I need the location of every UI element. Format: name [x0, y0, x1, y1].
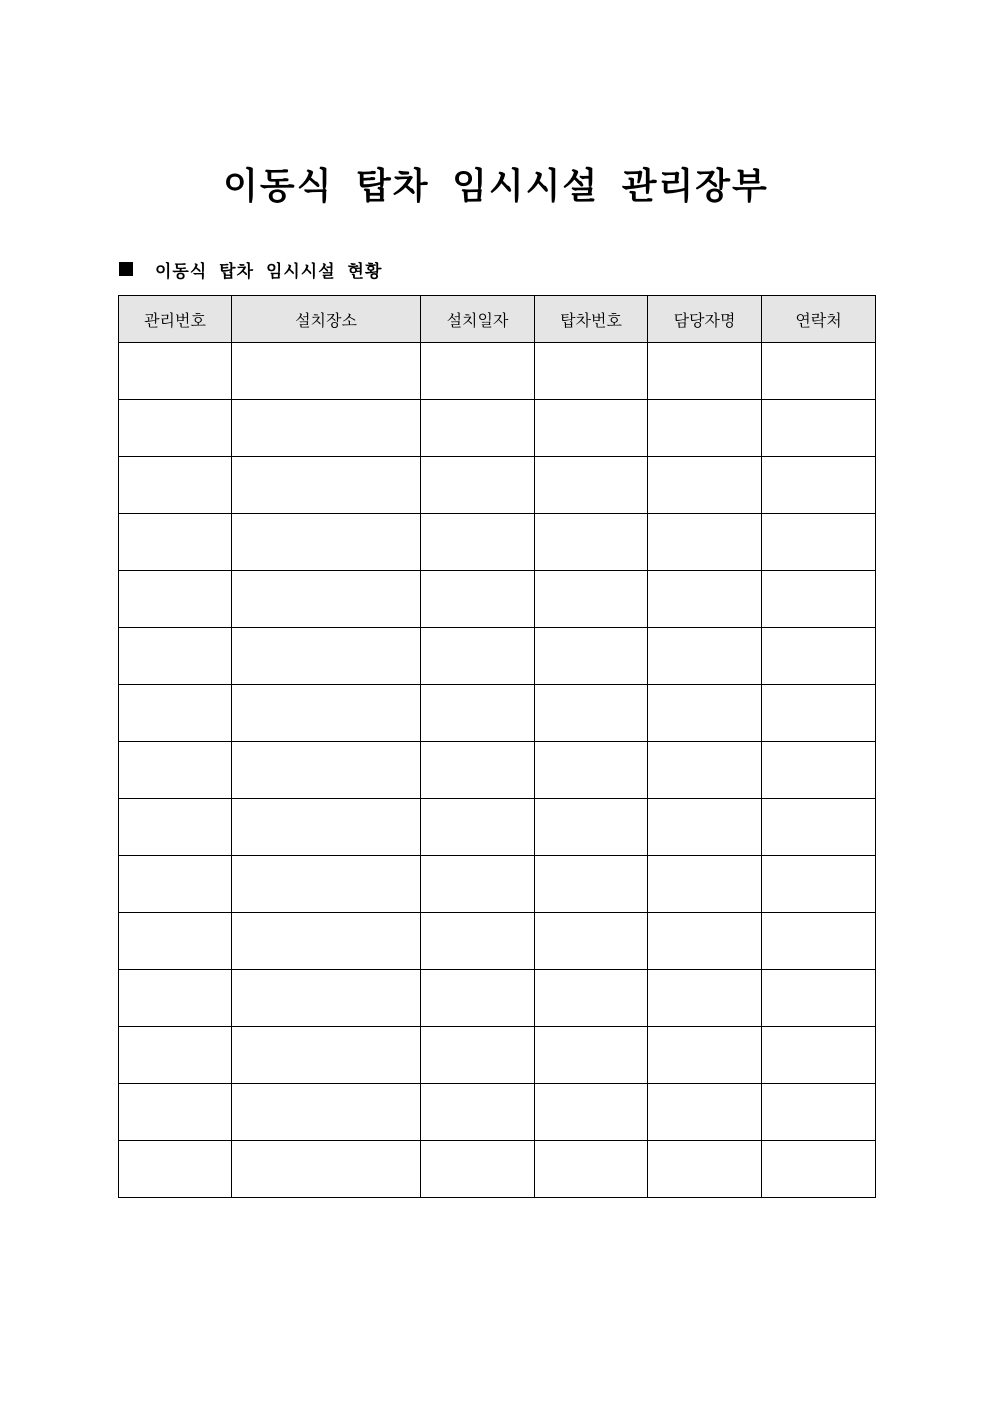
table-row: [119, 856, 876, 913]
section-heading: [119, 256, 382, 282]
table-cell-contact[interactable]: [762, 400, 876, 457]
table-cell-installation-date[interactable]: [421, 400, 535, 457]
table-cell-manager-name[interactable]: [648, 742, 762, 799]
table-cell-installation-date[interactable]: [421, 856, 535, 913]
table-cell-installation-date[interactable]: [421, 628, 535, 685]
table-row: [119, 400, 876, 457]
table-cell-truck-number[interactable]: [535, 685, 648, 742]
table-cell-contact[interactable]: [762, 457, 876, 514]
table-cell-truck-number[interactable]: [535, 400, 648, 457]
table-cell-installation-date[interactable]: [421, 571, 535, 628]
table-cell-management-number[interactable]: [119, 685, 232, 742]
table-cell-installation-location[interactable]: [232, 1027, 421, 1084]
table-cell-installation-location[interactable]: [232, 1084, 421, 1141]
table-cell-installation-location[interactable]: [232, 571, 421, 628]
table-cell-installation-date[interactable]: [421, 685, 535, 742]
table-cell-management-number[interactable]: [119, 1141, 232, 1198]
table-row: [119, 571, 876, 628]
table-cell-management-number[interactable]: [119, 457, 232, 514]
table-row: [119, 799, 876, 856]
table-cell-management-number[interactable]: [119, 628, 232, 685]
column-header-truck-number: 탑차번호: [535, 296, 648, 343]
table-cell-truck-number[interactable]: [535, 1141, 648, 1198]
table-cell-truck-number[interactable]: [535, 1027, 648, 1084]
table-cell-contact[interactable]: [762, 1084, 876, 1141]
table-row: [119, 1084, 876, 1141]
table-cell-contact[interactable]: [762, 1027, 876, 1084]
table-cell-manager-name[interactable]: [648, 457, 762, 514]
table-cell-installation-location[interactable]: [232, 799, 421, 856]
column-header-installation-location: 설치장소: [232, 296, 421, 343]
table-cell-installation-date[interactable]: [421, 457, 535, 514]
table-row: [119, 343, 876, 400]
table-cell-manager-name[interactable]: [648, 799, 762, 856]
table-body: [119, 343, 876, 1198]
table-cell-contact[interactable]: [762, 1141, 876, 1198]
table-cell-installation-date[interactable]: [421, 970, 535, 1027]
table-row: [119, 1027, 876, 1084]
column-header-contact: 연락처: [762, 296, 876, 343]
table-cell-manager-name[interactable]: [648, 856, 762, 913]
table-cell-truck-number[interactable]: [535, 457, 648, 514]
table-cell-truck-number[interactable]: [535, 970, 648, 1027]
management-ledger-table: [118, 295, 876, 1198]
table-cell-manager-name[interactable]: [648, 970, 762, 1027]
table-row: [119, 514, 876, 571]
table-cell-manager-name[interactable]: [648, 1141, 762, 1198]
table-cell-management-number[interactable]: [119, 1084, 232, 1141]
table-cell-installation-date[interactable]: [421, 1141, 535, 1198]
table-cell-installation-location[interactable]: [232, 400, 421, 457]
section-heading-label: 이동식 탑차 임시시설 현황: [155, 261, 383, 282]
table-cell-contact[interactable]: [762, 571, 876, 628]
table-cell-manager-name[interactable]: [648, 628, 762, 685]
table-cell-truck-number[interactable]: [535, 571, 648, 628]
table-cell-management-number[interactable]: [119, 913, 232, 970]
table-cell-manager-name[interactable]: [648, 571, 762, 628]
table-cell-manager-name[interactable]: [648, 514, 762, 571]
table-cell-truck-number[interactable]: [535, 856, 648, 913]
table-cell-manager-name[interactable]: [648, 400, 762, 457]
table-cell-manager-name[interactable]: [648, 913, 762, 970]
table-cell-management-number[interactable]: [119, 970, 232, 1027]
table-cell-truck-number[interactable]: [535, 1084, 648, 1141]
table-cell-installation-location[interactable]: [232, 742, 421, 799]
table-cell-contact[interactable]: [762, 343, 876, 400]
table-cell-contact[interactable]: [762, 514, 876, 571]
table-cell-installation-date[interactable]: [421, 514, 535, 571]
table-cell-contact[interactable]: [762, 913, 876, 970]
square-bullet-icon: [119, 262, 133, 276]
table-cell-contact[interactable]: [762, 970, 876, 1027]
table-cell-truck-number[interactable]: [535, 343, 648, 400]
column-header-installation-date: 설치일자: [421, 296, 535, 343]
table-row: [119, 628, 876, 685]
table-row: [119, 457, 876, 514]
table-cell-management-number[interactable]: [119, 571, 232, 628]
column-header-manager-name: 담당자명: [648, 296, 762, 343]
table-cell-contact[interactable]: [762, 856, 876, 913]
table-cell-management-number[interactable]: [119, 799, 232, 856]
table-cell-installation-date[interactable]: [421, 343, 535, 400]
table-cell-installation-date[interactable]: [421, 1084, 535, 1141]
table-cell-contact[interactable]: [762, 799, 876, 856]
table-cell-installation-location[interactable]: [232, 457, 421, 514]
table-cell-installation-location[interactable]: [232, 343, 421, 400]
table-row: [119, 685, 876, 742]
page-title: 이동식 탑차 임시시설 관리장부: [223, 166, 769, 207]
table-cell-management-number[interactable]: [119, 856, 232, 913]
table-row: [119, 913, 876, 970]
column-header-management-number: 관리번호: [119, 296, 232, 343]
table-cell-manager-name[interactable]: [648, 685, 762, 742]
table-cell-truck-number[interactable]: [535, 514, 648, 571]
table-cell-installation-location[interactable]: [232, 628, 421, 685]
table-cell-installation-location[interactable]: [232, 685, 421, 742]
table-cell-management-number[interactable]: [119, 742, 232, 799]
table-cell-installation-date[interactable]: [421, 913, 535, 970]
table-cell-installation-location[interactable]: [232, 913, 421, 970]
table-header-row: [119, 296, 876, 343]
table-cell-manager-name[interactable]: [648, 1084, 762, 1141]
table-cell-truck-number[interactable]: [535, 913, 648, 970]
table-cell-contact[interactable]: [762, 742, 876, 799]
table-cell-manager-name[interactable]: [648, 1027, 762, 1084]
table-cell-installation-location[interactable]: [232, 970, 421, 1027]
table-cell-installation-location[interactable]: [232, 1141, 421, 1198]
table-cell-management-number[interactable]: [119, 514, 232, 571]
table-cell-installation-date[interactable]: [421, 742, 535, 799]
table-row: [119, 970, 876, 1027]
table-cell-truck-number[interactable]: [535, 799, 648, 856]
table-cell-management-number[interactable]: [119, 343, 232, 400]
table-cell-truck-number[interactable]: [535, 628, 648, 685]
table-cell-management-number[interactable]: [119, 400, 232, 457]
table-cell-truck-number[interactable]: [535, 742, 648, 799]
table-cell-contact[interactable]: [762, 685, 876, 742]
table-cell-installation-location[interactable]: [232, 514, 421, 571]
table-row: [119, 1141, 876, 1198]
table-cell-installation-location[interactable]: [232, 856, 421, 913]
table-cell-installation-date[interactable]: [421, 1027, 535, 1084]
table-cell-management-number[interactable]: [119, 1027, 232, 1084]
table-row: [119, 742, 876, 799]
table-cell-manager-name[interactable]: [648, 343, 762, 400]
table-cell-installation-date[interactable]: [421, 799, 535, 856]
table-cell-contact[interactable]: [762, 628, 876, 685]
